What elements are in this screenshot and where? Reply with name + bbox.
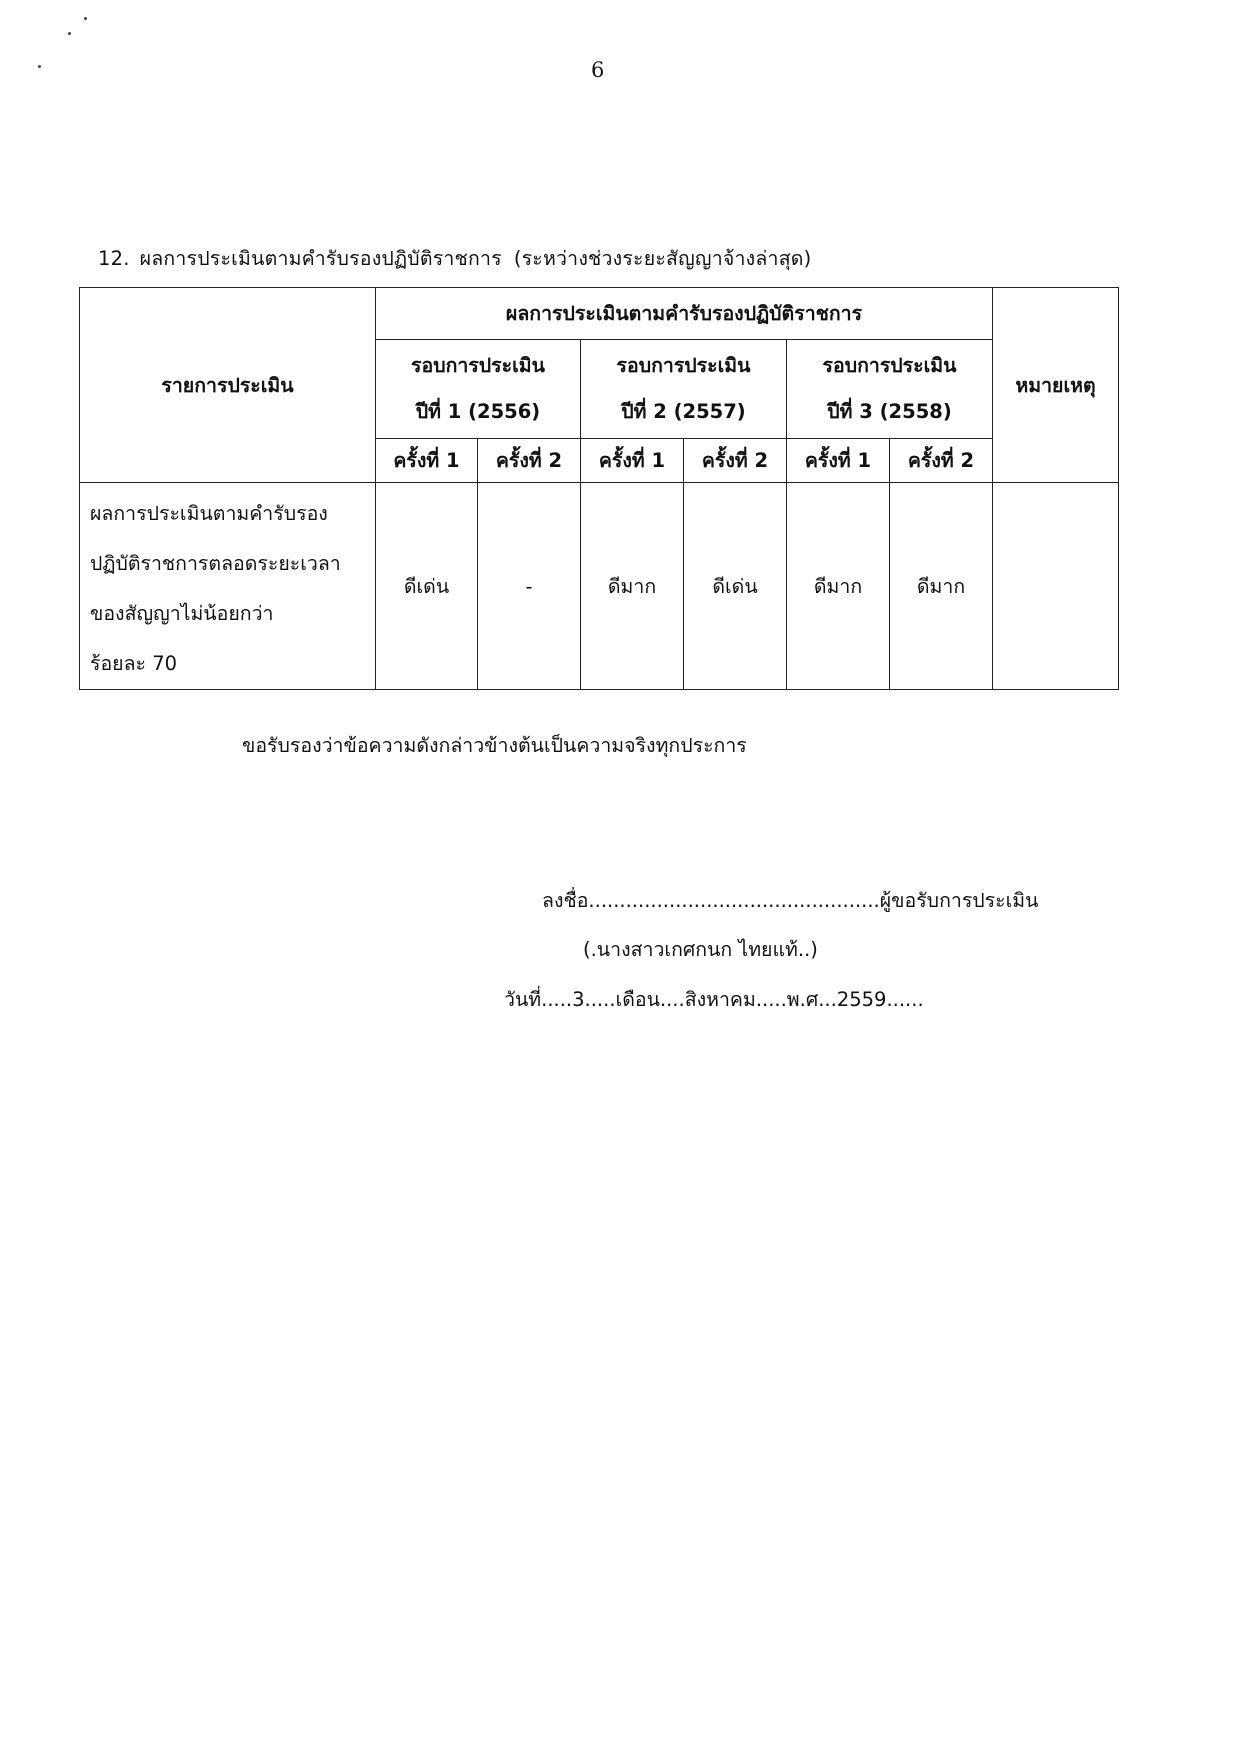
result-cell: ดีมาก [890, 483, 993, 690]
round-label: รอบการประเมิน [616, 354, 751, 377]
header-time: ครั้งที่ 2 [684, 439, 787, 483]
criteria-line: ปฏิบัติราชการตลอดระยะเวลา [90, 552, 341, 575]
evaluation-table [79, 287, 1119, 690]
header-time: ครั้งที่ 1 [581, 439, 684, 483]
round-year: ปีที่ 1 (2556) [415, 400, 541, 423]
table-header-row [80, 288, 1119, 340]
signature-date: วันที่.....3.....เดือน....สิงหาคม.....พ.ศ...2559...... [504, 988, 924, 1011]
signature-line: ลงชื่อ...............................................ผู้ขอรับการประเมิน [542, 889, 1039, 912]
round-label: รอบการประเมิน [822, 354, 957, 377]
section-title: ผลการประเมินตามคำรับรองปฏิบัติราชการ [139, 247, 502, 270]
round-year: ปีที่ 2 (2557) [621, 400, 746, 423]
round-year: ปีที่ 3 (2558) [827, 400, 952, 423]
page-number: 6 [591, 58, 605, 82]
result-cell: ดีมาก [581, 483, 684, 690]
header-round-3 [787, 340, 993, 439]
section-note: (ระหว่างช่วงระยะสัญญาจ้างล่าสุด) [513, 247, 812, 270]
header-remark: หมายเหตุ [993, 288, 1119, 483]
criteria-cell [80, 483, 376, 690]
remark-cell [993, 483, 1119, 690]
header-item: รายการประเมิน [80, 288, 376, 483]
header-time: ครั้งที่ 2 [478, 439, 581, 483]
result-cell: ดีมาก [787, 483, 890, 690]
criteria-line: ร้อยละ 70 [90, 652, 178, 675]
certification-statement: ขอรับรองว่าข้อความดังกล่าวข้างต้นเป็นความจริงทุกประการ [242, 734, 747, 757]
result-cell: ดีเด่น [376, 483, 478, 690]
header-time: ครั้งที่ 1 [787, 439, 890, 483]
scan-speck [38, 65, 41, 68]
table-row [80, 483, 1119, 690]
round-label: รอบการประเมิน [411, 354, 545, 377]
header-round-2 [581, 340, 787, 439]
criteria-line: ของสัญญาไม่น้อยกว่า [90, 602, 274, 625]
header-round-1 [376, 340, 581, 439]
result-cell: ดีเด่น [684, 483, 787, 690]
result-cell: - [478, 483, 581, 690]
section-heading [98, 243, 811, 274]
criteria-line: ผลการประเมินตามคำรับรอง [90, 502, 328, 525]
header-main: ผลการประเมินตามคำรับรองปฏิบัติราชการ [376, 288, 993, 340]
section-number: 12. [98, 247, 130, 270]
header-time: ครั้งที่ 1 [376, 439, 478, 483]
signer-name: (.นางสาวเกศกนก ไทยแท้..) [583, 938, 818, 961]
scan-speck [84, 17, 87, 20]
header-time: ครั้งที่ 2 [890, 439, 993, 483]
scan-speck [68, 32, 71, 35]
